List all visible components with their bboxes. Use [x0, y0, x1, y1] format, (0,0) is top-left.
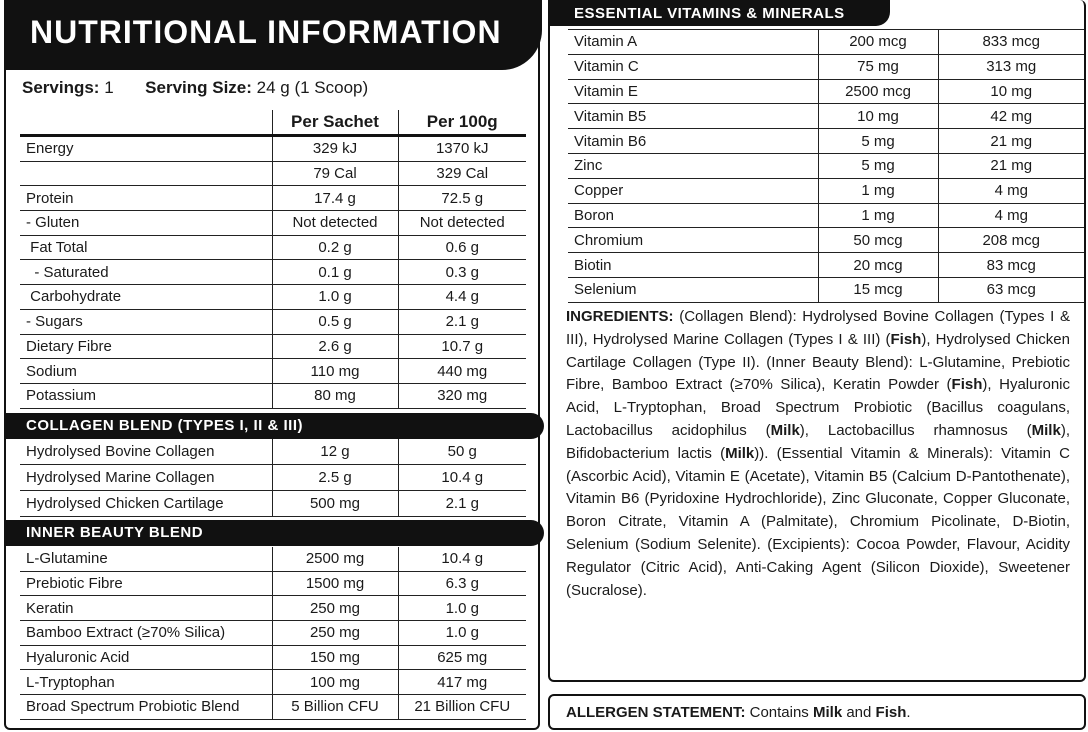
cell-per-100g: 0.3 g [398, 260, 526, 285]
vitamins-heading [548, 0, 890, 26]
inner-beauty-table [20, 547, 526, 720]
serving-size-value: 24 g (1 Scoop) [256, 78, 369, 97]
cell-per-sachet: 20 mcg [818, 253, 938, 278]
cell-label: Chromium [568, 228, 818, 253]
cell-per-sachet: 1.0 g [272, 285, 398, 310]
vitamin-row [568, 178, 1084, 203]
cell-label: Biotin [568, 253, 818, 278]
cell-label: Vitamin E [568, 79, 818, 104]
cell-per-sachet: 0.5 g [272, 309, 398, 334]
inner-beauty-row [20, 596, 526, 621]
cell-per-sachet: 5 Billion CFU [272, 695, 398, 720]
cell-per-sachet: 5 mg [818, 153, 938, 178]
cell-per-sachet: 1500 mg [272, 571, 398, 596]
table-header-row [20, 110, 526, 136]
ingredients-text [566, 306, 1070, 602]
nutrition-row [20, 334, 526, 359]
nutrition-row [20, 211, 526, 236]
cell-label: Zinc [568, 153, 818, 178]
allergen-label: ALLERGEN STATEMENT: [566, 704, 746, 721]
cell-label: L-Glutamine [20, 547, 272, 571]
vitamin-row [568, 228, 1084, 253]
vitamins-ingredients-panel [548, 0, 1086, 682]
cell-per-100g: 21 mg [938, 153, 1084, 178]
servings-line [22, 78, 368, 98]
allergen-highlight: Fish [890, 330, 922, 348]
vitamin-row [568, 203, 1084, 228]
header-per-sachet: Per Sachet [272, 110, 398, 136]
cell-label: Prebiotic Fibre [20, 571, 272, 596]
allergen-highlight: Milk [1031, 421, 1061, 439]
vitamin-row [568, 277, 1084, 302]
page-title: NUTRITIONAL INFORMATION [30, 14, 502, 50]
cell-per-sachet: Not detected [272, 211, 398, 236]
cell-per-100g: 440 mg [398, 359, 526, 384]
allergen-highlight: Milk [770, 421, 800, 439]
cell-per-100g: 10.4 g [398, 465, 526, 491]
cell-per-sachet: 1 mg [818, 178, 938, 203]
cell-label: Broad Spectrum Probiotic Blend [20, 695, 272, 720]
text-segment: ), Lactobacillus rhamnosus ( [799, 421, 1032, 439]
allergen-text [566, 704, 911, 721]
vitamin-row [568, 54, 1084, 79]
nutrition-row [20, 235, 526, 260]
cell-label: Bamboo Extract (≥70% Silica) [20, 621, 272, 646]
allergen-highlight: Fish [875, 704, 907, 721]
cell-per-100g: 1370 kJ [398, 136, 526, 162]
cell-per-sachet: 110 mg [272, 359, 398, 384]
nutrition-row [20, 260, 526, 285]
nutrition-row [20, 383, 526, 408]
cell-per-100g: 2.1 g [398, 491, 526, 517]
cell-per-100g: 10 mg [938, 79, 1084, 104]
cell-per-sachet: 80 mg [272, 383, 398, 408]
cell-per-100g: 329 Cal [398, 161, 526, 186]
cell-label: Boron [568, 203, 818, 228]
cell-per-sachet: 500 mg [272, 491, 398, 517]
cell-per-100g: 313 mg [938, 54, 1084, 79]
allergen-highlight: Milk [725, 444, 755, 462]
collagen-row [20, 491, 526, 517]
allergen-highlight: Milk [812, 704, 843, 721]
cell-per-100g: 42 mg [938, 104, 1084, 129]
inner-beauty-row [20, 645, 526, 670]
cell-per-sachet: 329 kJ [272, 136, 398, 162]
header-blank [20, 110, 272, 136]
inner-beauty-row [20, 621, 526, 646]
cell-per-100g: 833 mcg [938, 30, 1084, 55]
cell-label: Keratin [20, 596, 272, 621]
text-segment: ), Hyaluronic Acid, L-Tryptophan, Broad Spectrum Probiotic (Bacillus coagulans, Lactobacillus acidophilus ( [566, 376, 1070, 439]
text-segment: )). (Essential Vitamin & Minerals): Vitamin C (Ascorbic Acid), Vitamin E (Acetate), Vitamin B5 (Calcium D-Pantothenate), Vitamin B6 (Pyridoxine Hydrochloride), Zinc Gluconate, Copper Gluconate, Boron Citrate, Vitamin A (Palmitate), Chromium Picolinate, D-Biotin, Selenium (Sodium Selenite). (Excipients): Cocoa Powder, Flavour, Acidity Regulator (Citric Acid), Anti-Caking Agent (Silicon Dioxide), Sweetener (Sucralose). [566, 444, 1071, 599]
cell-label [20, 161, 272, 186]
cell-per-100g: 21 Billion CFU [398, 695, 526, 720]
text-segment: and [842, 704, 876, 721]
nutrition-table [20, 110, 526, 409]
cell-per-sachet: 2500 mcg [818, 79, 938, 104]
cell-label: - Sugars [20, 309, 272, 334]
vitamins-heading-text: ESSENTIAL VITAMINS & MINERALS [574, 5, 845, 22]
inner-beauty-row [20, 571, 526, 596]
cell-per-sachet: 100 mg [272, 670, 398, 695]
nutrition-panel [4, 0, 540, 730]
cell-label: Hydrolysed Marine Collagen [20, 465, 272, 491]
cell-label: Energy [20, 136, 272, 162]
cell-per-sachet: 12 g [272, 439, 398, 465]
cell-per-100g: 4.4 g [398, 285, 526, 310]
collagen-row [20, 439, 526, 465]
cell-label: Vitamin A [568, 30, 818, 55]
cell-per-sachet: 10 mg [818, 104, 938, 129]
text-segment: ), Hydrolysed Chicken Cartilage Collagen (Type II). (Inner Beauty Blend): L-Glutamine, Prebiotic Fibre, Bamboo Extract (≥70% Silica), Keratin Powder ( [566, 330, 1070, 394]
cell-per-100g: 320 mg [398, 383, 526, 408]
cell-per-sachet: 2.6 g [272, 334, 398, 359]
cell-label: Copper [568, 178, 818, 203]
cell-per-100g: 208 mcg [938, 228, 1084, 253]
cell-per-sachet: 75 mg [818, 54, 938, 79]
nutrition-row [20, 161, 526, 186]
text-segment: . [906, 704, 911, 721]
allergen-highlight: Fish [951, 376, 983, 394]
cell-label: Protein [20, 186, 272, 211]
title-banner [4, 0, 542, 70]
header-per-100g: Per 100g [398, 110, 526, 136]
cell-per-100g: 72.5 g [398, 186, 526, 211]
cell-per-sachet: 5 mg [818, 129, 938, 154]
allergen-statement [548, 694, 1086, 730]
inner-beauty-heading-text: INNER BEAUTY BLEND [26, 524, 204, 541]
cell-label: Potassium [20, 383, 272, 408]
cell-per-sachet: 1 mg [818, 203, 938, 228]
cell-per-100g: 4 mg [938, 178, 1084, 203]
cell-per-sachet: 2.5 g [272, 465, 398, 491]
servings-value: 1 [104, 78, 114, 97]
nutrition-row [20, 309, 526, 334]
servings-label: Servings: [22, 78, 100, 97]
cell-label: Hyaluronic Acid [20, 645, 272, 670]
cell-per-sachet: 250 mg [272, 596, 398, 621]
text-segment: Contains [749, 704, 813, 721]
cell-per-100g: Not detected [398, 211, 526, 236]
text-segment: (Collagen Blend): Hydrolysed Bovine Collagen (Types I & III), Hydrolysed Marine Collagen (Types I & III) ( [566, 308, 1070, 348]
cell-label: Hydrolysed Bovine Collagen [20, 439, 272, 465]
cell-per-sachet: 0.1 g [272, 260, 398, 285]
serving-size-label: Serving Size: [145, 78, 252, 97]
cell-per-100g: 2.1 g [398, 309, 526, 334]
cell-label: Sodium [20, 359, 272, 384]
cell-per-100g: 50 g [398, 439, 526, 465]
ingredients-label: INGREDIENTS: [566, 308, 674, 325]
collagen-blend-heading [4, 413, 544, 439]
cell-per-100g: 63 mcg [938, 277, 1084, 302]
cell-per-sachet: 250 mg [272, 621, 398, 646]
collagen-row [20, 465, 526, 491]
vitamins-table [568, 29, 1084, 303]
nutrition-row [20, 136, 526, 162]
cell-per-sachet: 2500 mg [272, 547, 398, 571]
cell-label: Hydrolysed Chicken Cartilage [20, 491, 272, 517]
vitamin-row [568, 129, 1084, 154]
inner-beauty-row [20, 547, 526, 571]
cell-label: Dietary Fibre [20, 334, 272, 359]
cell-per-100g: 10.7 g [398, 334, 526, 359]
cell-per-100g: 10.4 g [398, 547, 526, 571]
cell-per-100g: 4 mg [938, 203, 1084, 228]
text-segment: ), Bifidobacterium lactis ( [566, 421, 1070, 462]
cell-label: Vitamin B5 [568, 104, 818, 129]
cell-per-sachet: 79 Cal [272, 161, 398, 186]
cell-per-sachet: 0.2 g [272, 235, 398, 260]
cell-label: - Gluten [20, 211, 272, 236]
inner-beauty-row [20, 670, 526, 695]
cell-label: Selenium [568, 277, 818, 302]
nutrition-row [20, 285, 526, 310]
cell-per-sachet: 50 mcg [818, 228, 938, 253]
cell-label: Carbohydrate [20, 285, 272, 310]
cell-label: L-Tryptophan [20, 670, 272, 695]
collagen-blend-heading-text: COLLAGEN BLEND (TYPES I, II & III) [26, 417, 304, 434]
vitamin-row [568, 153, 1084, 178]
cell-per-100g: 625 mg [398, 645, 526, 670]
collagen-table [20, 439, 526, 517]
cell-per-100g: 417 mg [398, 670, 526, 695]
cell-per-100g: 1.0 g [398, 596, 526, 621]
vitamin-row [568, 253, 1084, 278]
vitamin-row [568, 79, 1084, 104]
inner-beauty-heading [4, 520, 544, 546]
cell-label: Vitamin C [568, 54, 818, 79]
cell-per-sachet: 200 mcg [818, 30, 938, 55]
cell-per-100g: 6.3 g [398, 571, 526, 596]
cell-label: Fat Total [20, 235, 272, 260]
cell-per-100g: 1.0 g [398, 621, 526, 646]
cell-per-sachet: 15 mcg [818, 277, 938, 302]
cell-label: - Saturated [20, 260, 272, 285]
nutrition-row [20, 186, 526, 211]
cell-per-100g: 0.6 g [398, 235, 526, 260]
nutrition-row [20, 359, 526, 384]
inner-beauty-row [20, 695, 526, 720]
vitamin-row [568, 104, 1084, 129]
cell-per-100g: 21 mg [938, 129, 1084, 154]
vitamin-row [568, 30, 1084, 55]
cell-per-sachet: 17.4 g [272, 186, 398, 211]
cell-per-100g: 83 mcg [938, 253, 1084, 278]
cell-label: Vitamin B6 [568, 129, 818, 154]
cell-per-sachet: 150 mg [272, 645, 398, 670]
